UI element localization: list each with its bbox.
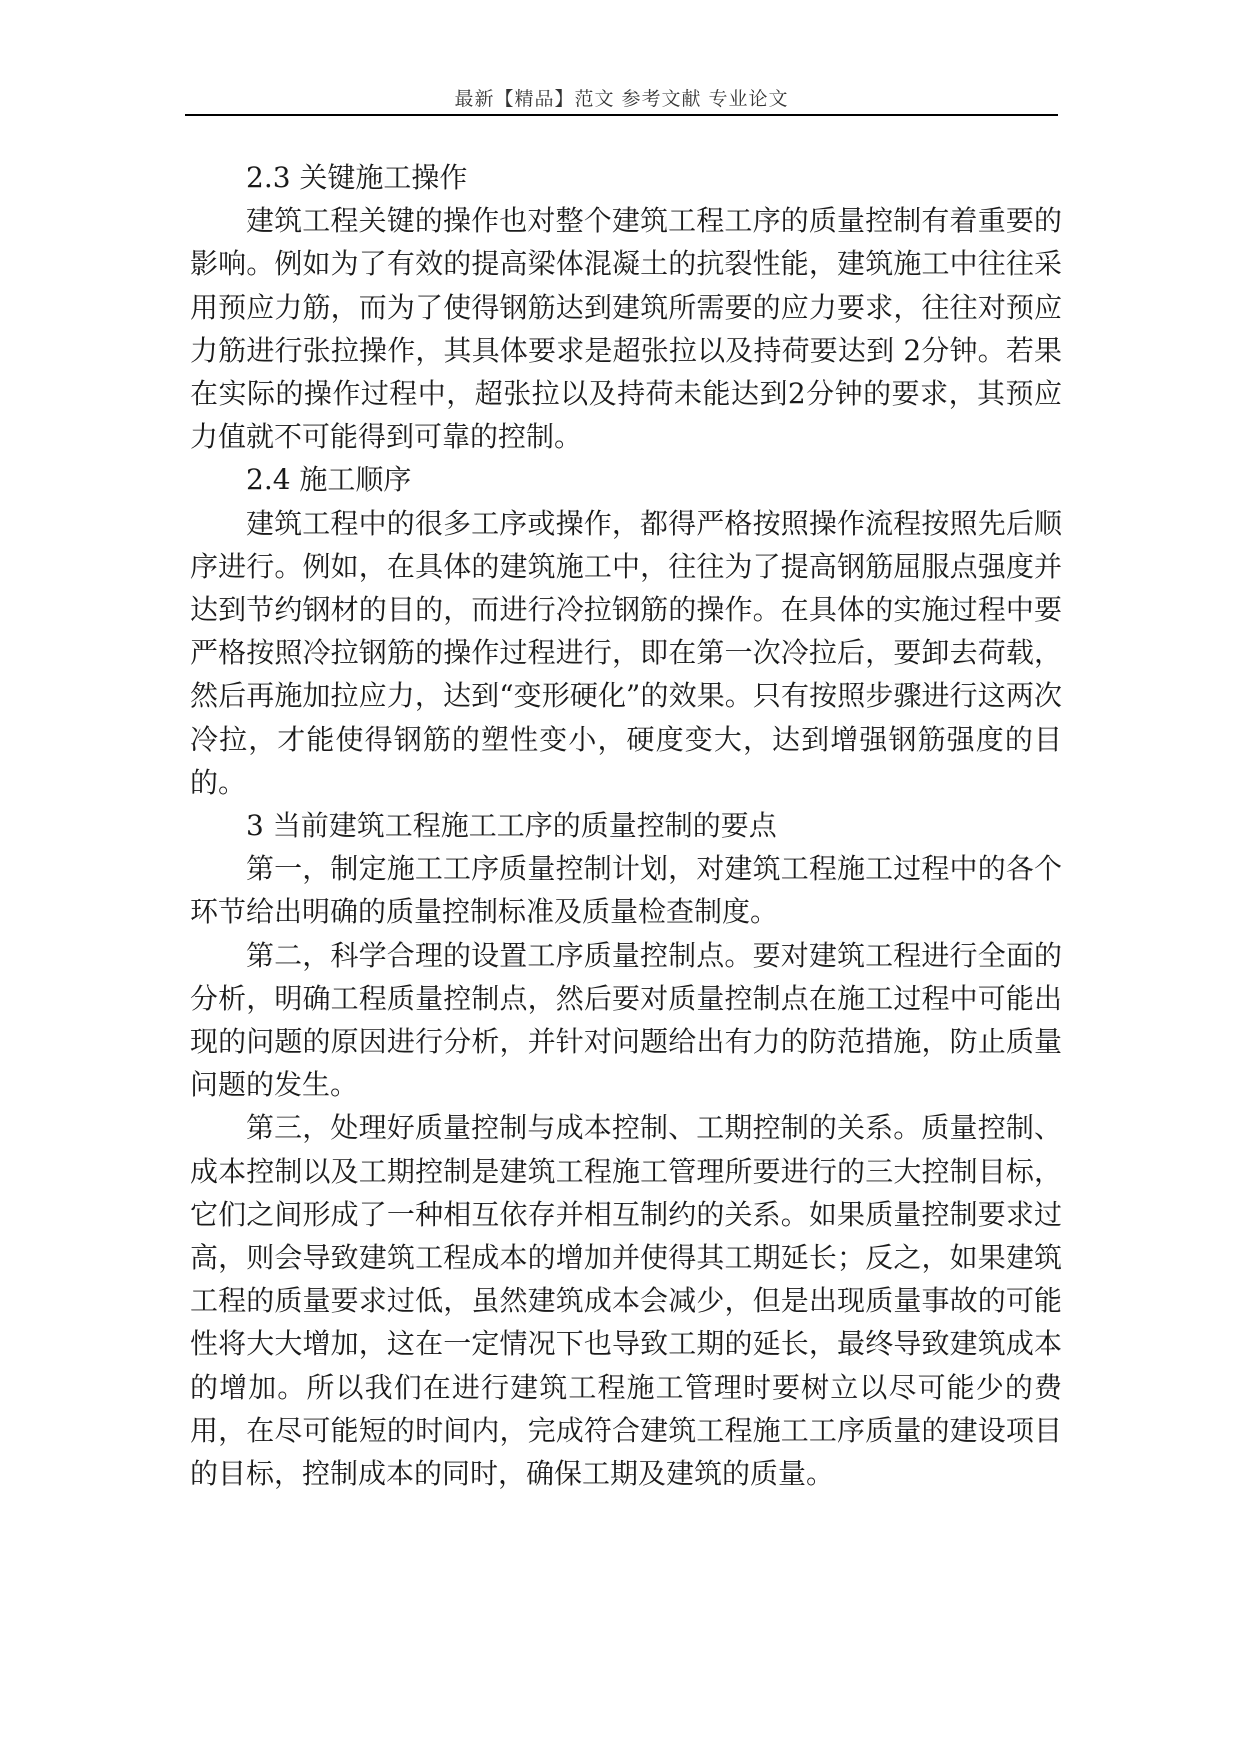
document-body xyxy=(190,156,1062,1495)
section-heading-3: 3 当前建筑工程施工工序的质量控制的要点 xyxy=(246,809,777,843)
page-header: 最新【精品】范文 参考文献 专业论文 xyxy=(454,88,789,110)
paragraph: 建筑工程关键的操作也对整个建筑工程工序的质量控制有着重要的影响。例如为了有效的提高梁体混凝土的抗裂性能，建筑施工中往往采用预应力筋，而为了使得钢筋达到建筑所需要的应力要求，往往对预应力筋进行张拉操作，其具体要求是超张拉以及持荷要达到 2分钟。若果在实际的操作过程中，超张拉以及持荷未能达到2分钟的要求，其预应力值就不可能得到可靠的控制。 xyxy=(190,204,1062,454)
paragraph: 第一，制定施工工序质量控制计划，对建筑工程施工过程中的各个环节给出明确的质量控制标准及质量检查制度。 xyxy=(190,852,1062,929)
section-heading-2-3: 2.3 关键施工操作 xyxy=(246,161,468,194)
header-divider xyxy=(185,114,1058,116)
paragraph: 第二，科学合理的设置工序质量控制点。要对建筑工程进行全面的分析，明确工程质量控制点，然后要对质量控制点在施工过程中可能出现的问题的原因进行分析，并针对问题给出有力的防范措施，防止质量问题的发生。 xyxy=(190,938,1062,1102)
paragraph: 建筑工程中的很多工序或操作，都得严格按照操作流程按照先后顺序进行。例如，在具体的建筑施工中，往往为了提高钢筋屈服点强度并达到节约钢材的目的，而进行冷拉钢筋的操作。在具体的实施过程中要严格按照冷拉钢筋的操作过程进行，即在第一次冷拉后，要卸去荷载，然后再施加拉应力，达到“变形硬化”的效果。只有按照步骤进行这两次冷拉，才能使得钢筋的塑性变小，硬度变大，达到增强钢筋强度的目的。 xyxy=(190,506,1062,799)
section-heading-2-4: 2.4 施工顺序 xyxy=(246,463,412,497)
paragraph: 第三，处理好质量控制与成本控制、工期控制的关系。质量控制、成本控制以及工期控制是建筑工程施工管理所要进行的三大控制目标，它们之间形成了一种相互依存并相互制约的关系。如果质量控制要求过高，则会导致建筑工程成本的增加并使得其工期延长；反之，如果建筑工程的质量要求过低，虽然建筑成本会减少，但是出现质量事故的可能性将大大增加，这在一定情况下也导致工期的延长，最终导致建筑成本的增加。所以我们在进行建筑工程施工管理时要树立以尽可能少的费用，在尽可能短的时间内，完成符合建筑工程施工工序质量的建设项目的目标，控制成本的同时，确保工期及建筑的质量。 xyxy=(190,1111,1062,1491)
